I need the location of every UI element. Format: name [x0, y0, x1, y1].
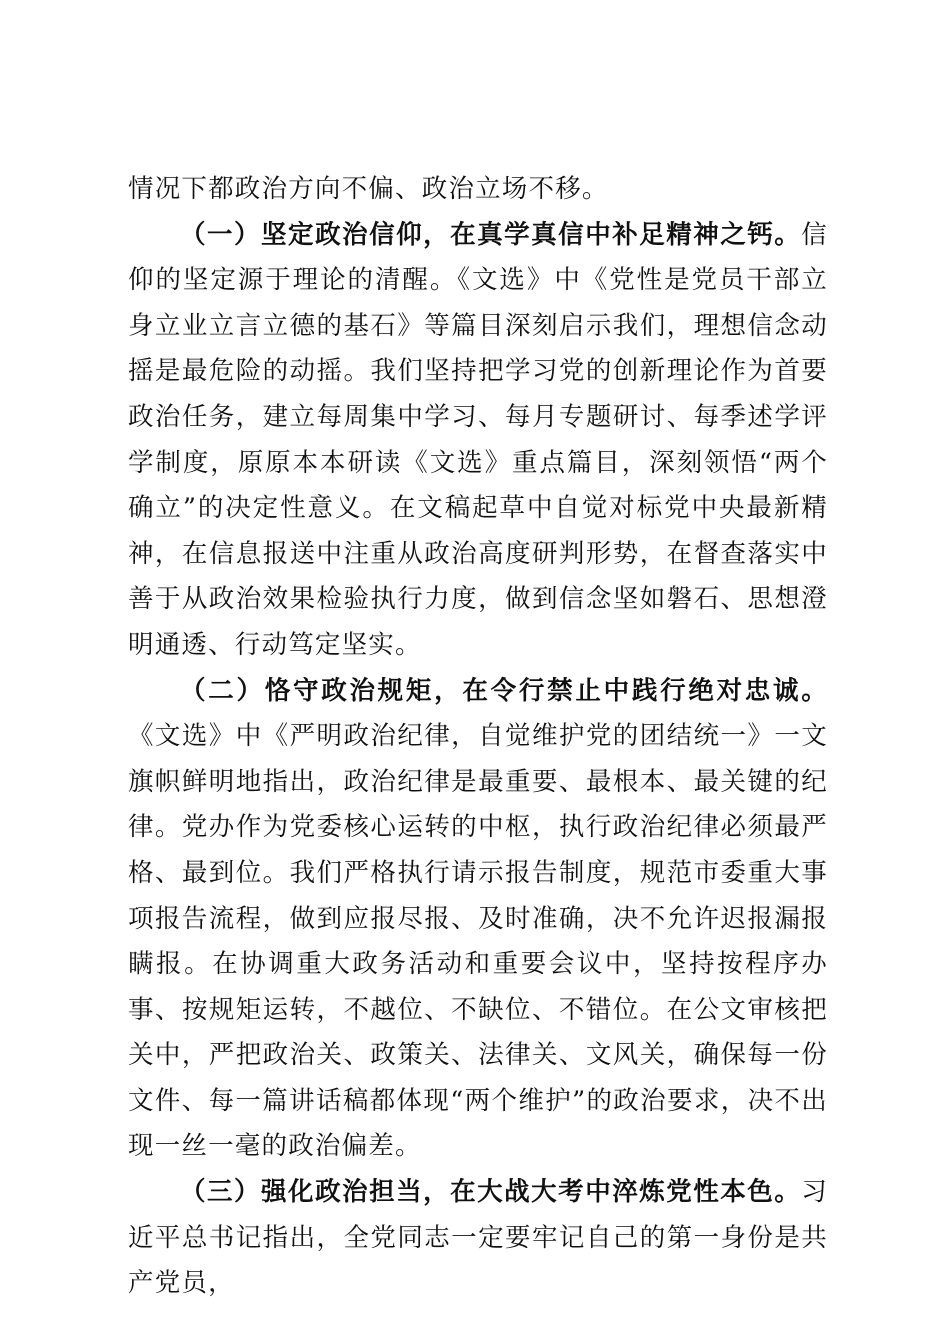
- paragraph-section-1: [128, 213, 828, 669]
- paragraph-text: 情况下都政治方向不偏、政治立场不移。: [128, 174, 609, 204]
- document-page: [128, 167, 828, 1307]
- section-heading: （三）强化政治担当，在大战大考中淬炼党性本色。: [180, 1177, 802, 1208]
- section-heading: （一）坚定政治信仰，在真学真信中补足精神之钙。: [180, 219, 802, 250]
- paragraph-text: 习近平总书记指出，全党同志一定要牢记自己的第一身份是共产党员，: [128, 1177, 828, 1299]
- paragraph-text: 信仰的坚定源于理论的清醒。《文选》中《党性是党员干部立身立业立言立德的基石》等篇目深刻启示我们，理想信念动摇是最危险的动摇。我们坚持把学习党的创新理论作为首要政治任务，建立每周集中学习、每月专题研讨、每季述学评学制度，原原本本研读《文选》重点篇目，深刻领悟“两个确立”的决定性意义。在文稿起草中自觉对标党中央最新精神，在信息报送中注重从政治高度研判形势，在督查落实中善于从政治效果检验执行力度，做到信念坚如磐石、思想澄明通透、行动笃定坚实。: [128, 219, 828, 660]
- section-heading: （二）恪守政治规矩，在令行禁止中践行绝对忠诚。: [180, 675, 828, 706]
- paragraph-section-2: [128, 669, 828, 1171]
- paragraph-section-3: [128, 1170, 828, 1307]
- paragraph-continuation: [128, 167, 828, 213]
- paragraph-text: 《文选》中《严明政治纪律，自觉维护党的团结统一》一文旗帜鲜明地指出，政治纪律是最重要、最根本、最关键的纪律。党办作为党委核心运转的中枢，执行政治纪律必须最严格、最到位。我们严格执行请示报告制度，规范市委重大事项报告流程，做到应报尽报、及时准确，决不允许迟报漏报瞒报。在协调重大政务活动和重要会议中，坚持按程序办事、按规矩运转，不越位、不缺位、不错位。在公文审核把关中，严把政治关、政策关、法律关、文风关，确保每一份文件、每一篇讲话稿都体现“两个维护”的政治要求，决不出现一丝一毫的政治偏差。: [128, 721, 828, 1162]
